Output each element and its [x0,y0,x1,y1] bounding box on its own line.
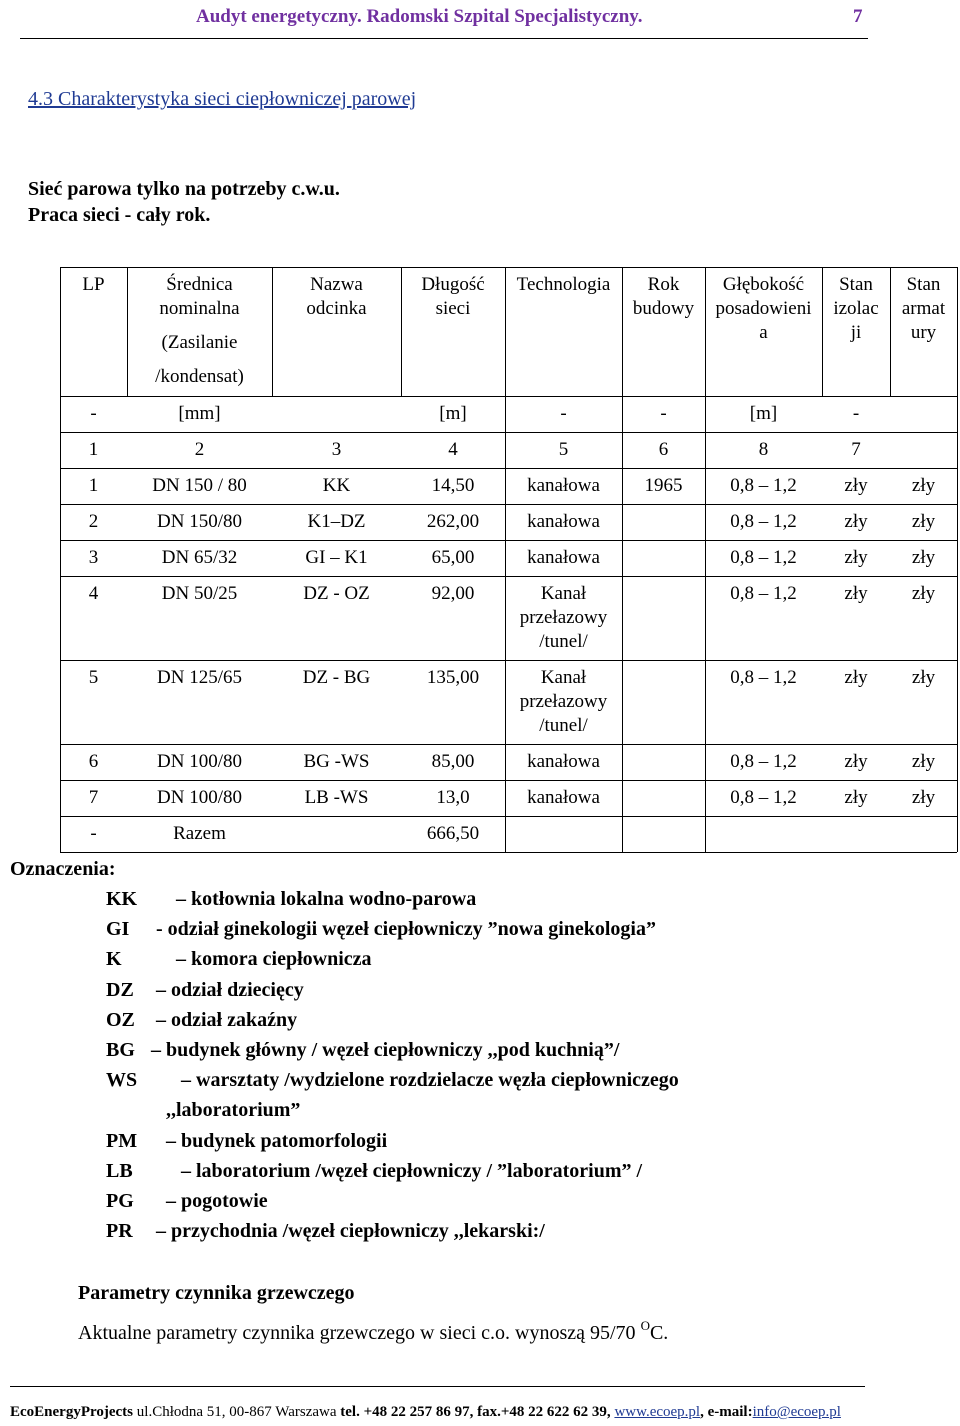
row-lp-cell: 7 [88,787,99,808]
row-izol-cell: zły [844,751,868,772]
legend-abbr: K [106,948,122,971]
legend-description: – budynek patomorfologii [166,1129,388,1152]
row-year-cell: 1965 [644,475,683,496]
row-arm-cell: zły [911,547,936,568]
table-rule [60,816,957,817]
header-izolacji-line: ji [850,322,862,343]
row-dn-cell: DN 65/32 [161,547,238,568]
row-name-cell: K1–DZ [307,511,366,532]
row-tech-line: /tunel/ [539,715,588,736]
degree-superscript: O [640,1318,650,1333]
parameters-heading: Parametry czynnika grzewczego [78,1282,355,1304]
row-tech-line: przełazowy [519,691,608,712]
units-cell: [m] [439,403,467,424]
legend-description: – odział zakaźny [156,1008,298,1031]
legend-abbr: DZ [106,978,134,1001]
header-srednica-line: nominalna [159,298,240,319]
row-tech-line: Kanał [540,667,587,688]
legend-description: – komora ciepłownicza [176,948,372,971]
header-srednica-line: Średnica [166,274,233,295]
table-rule [60,852,957,853]
row-name-cell: DZ - BG [302,667,371,688]
header-izolacji-line: izolac [833,298,879,319]
page-number: 7 [853,6,863,27]
legend-description: – odział dziecięcy [156,978,304,1001]
header-rok [622,273,705,321]
units-cell: [m] [749,403,778,424]
row-name-cell: LB -WS [304,787,369,808]
table-rule [60,780,957,781]
row-len-cell: 14,50 [431,475,475,496]
header-armatury-line: armat [901,298,946,319]
row-izol-cell: zły [844,787,868,808]
header-technologia-line: Technologia [516,274,611,295]
row-dn-cell: DN 125/65 [157,667,242,688]
numbers-cell: 3 [331,439,342,460]
header-dlugosc [401,273,505,321]
header-armatury-line: Stan [906,274,941,295]
legend-abbr: LB [106,1159,133,1182]
table-rule [60,540,957,541]
row-dn-cell: DN 50/25 [161,583,238,604]
row-arm-cell: zły [911,667,936,688]
row-lp-cell: 2 [88,511,99,532]
row-lp-cell: 1 [88,475,99,496]
legend-description: – kotłownia lokalna wodno-parowa [176,888,477,910]
header-rok-line: budowy [632,298,695,319]
total-label-cell: Razem [173,823,226,844]
header-glebokosc-line: a [759,322,768,343]
units-cell: - [560,403,567,424]
table-rule [60,504,957,505]
section-title: 4.3 Charakterystyka sieci ciepłowniczej parowej [28,88,417,110]
legend-description: - odział ginekologii węzeł ciepłowniczy ”nowa ginekologia” [156,918,656,941]
row-name-cell: BG -WS [303,751,370,772]
legend-description: – laboratorium /węzeł ciepłowniczy / ”laboratorium” / [181,1159,643,1182]
legend-abbr: WS [106,1069,138,1092]
header-armatury [890,273,957,345]
table-col-rule [705,396,706,852]
row-tech-cell [505,582,622,654]
row-izol-cell: zły [844,667,868,688]
legend-abbr: PM [106,1129,138,1152]
row-izol-cell: zły [844,547,868,568]
legend-description: – pogotowie [166,1190,268,1212]
row-arm-cell: zły [911,751,936,772]
footer-email-label: , e-mail: [700,1404,753,1420]
row-name-cell: KK [322,475,351,496]
row-izol-cell: zły [844,511,868,532]
row-lp-cell: 4 [88,583,99,604]
row-tech-line: przełazowy [519,607,608,628]
row-tech-cell [505,546,622,570]
header-rok-line: Rok [647,274,680,295]
row-izol-cell: zły [844,475,868,496]
row-tech-line: Kanał [540,583,587,604]
numbers-cell: 7 [851,439,861,460]
row-len-cell: 135,00 [426,667,480,688]
footer-company: EcoEnergyProjects [10,1404,134,1420]
row-tech-line: kanałowa [527,475,600,496]
numbers-cell: 5 [558,439,569,460]
legend-abbr: PG [106,1190,134,1212]
table-col-rule [622,396,623,852]
legend-description: – warsztaty /wydzielone rozdzielacze węzła ciepłowniczego [181,1069,679,1092]
row-depth-cell: 0,8 – 1,2 [730,583,797,604]
table-col-rule [957,396,958,852]
row-tech-line: kanałowa [527,547,600,568]
row-lp-cell: 6 [88,751,99,772]
row-depth-cell: 0,8 – 1,2 [730,511,797,532]
header-srednica-line: (Zasilanie [161,332,238,353]
table-col-rule [60,396,61,852]
header-glebokosc-line: Głębokość [722,274,805,295]
table-rule [60,744,957,745]
header-glebokosc-line: posadowieni [715,298,812,319]
row-tech-line: /tunel/ [539,631,588,652]
total-len-cell: 666,50 [426,823,480,844]
row-tech-line: kanałowa [527,751,600,772]
legend-description: ,,laboratorium” [166,1099,301,1122]
row-lp-cell: 5 [88,667,99,688]
legend-abbr: KK [106,888,138,910]
row-tech-line: kanałowa [527,787,600,808]
row-len-cell: 92,00 [431,583,475,604]
legend-title: Oznaczenia: [10,858,116,880]
header-nazwa-line: odcinka [306,298,367,319]
header-nazwa-line: Nazwa [310,274,363,295]
row-len-cell: 65,00 [431,547,475,568]
row-dn-cell: DN 100/80 [157,787,242,808]
table-rule [60,396,957,397]
row-depth-cell: 0,8 – 1,2 [730,475,797,496]
row-depth-cell: 0,8 – 1,2 [730,547,797,568]
units-cell: - [660,403,667,424]
footer-email-link[interactable]: info@ecoep.pl [752,1404,841,1420]
total-lp-cell: - [90,823,97,844]
table-rule [60,660,957,661]
row-arm-cell: zły [911,475,936,496]
row-tech-cell [505,474,622,498]
header-lp-line: LP [82,274,105,295]
parameters-text [78,1318,669,1345]
row-tech-cell [505,510,622,534]
legend-description: – budynek główny / węzeł ciepłowniczy ,,pod kuchnią”/ [151,1039,620,1061]
row-dn-cell: DN 100/80 [157,751,242,772]
legend-abbr: BG [106,1039,135,1061]
row-len-cell: 13,0 [436,787,470,808]
header-glebokosc [705,273,822,345]
header-izolacji [822,273,890,345]
row-len-cell: 85,00 [431,751,475,772]
footer-website-link[interactable]: www.ecoep.pl [614,1404,701,1420]
header-dlugosc-line: sieci [435,298,471,319]
row-len-cell: 262,00 [426,511,480,532]
running-header-title: Audyt energetyczny. Radomski Szpital Specjalistyczny. [196,6,643,27]
footer-phone: tel. +48 22 257 86 97, fax.+48 22 622 62 39, [340,1404,615,1420]
row-arm-cell: zły [911,787,936,808]
header-technologia [505,273,622,297]
row-lp-cell: 3 [88,547,99,568]
network-scope-line: Sieć parowa tylko na potrzeby c.w.u. [28,178,340,200]
row-arm-cell: zły [911,583,936,604]
table-col-rule [957,267,958,396]
row-depth-cell: 0,8 – 1,2 [730,787,797,808]
units-cell: - [852,403,860,424]
numbers-cell: 1 [88,439,99,460]
row-depth-cell: 0,8 – 1,2 [730,751,797,772]
row-izol-cell: zły [844,583,868,604]
header-srednica-line: /kondensat) [155,366,244,387]
header-armatury-line: ury [910,322,937,343]
header-lp [60,273,127,297]
numbers-cell: 6 [658,439,669,460]
parameters-text-unit: C. [649,1322,669,1344]
row-name-cell: GI – K1 [305,547,368,568]
footer-divider [10,1386,865,1387]
row-tech-cell [505,750,622,774]
header-izolacji-line: Stan [839,274,873,295]
legend-abbr: GI [106,918,130,941]
header-nazwa [272,273,401,321]
row-tech-line: kanałowa [527,511,600,532]
row-dn-cell: DN 150/80 [157,511,242,532]
units-cell: [mm] [178,403,221,424]
legend-description: – przychodnia /węzeł ciepłowniczy ,,lekarski:/ [156,1220,545,1243]
legend-abbr: OZ [106,1008,135,1031]
row-tech-cell [505,786,622,810]
network-operation-line: Praca sieci - cały rok. [28,204,211,226]
table-rule [60,468,957,469]
numbers-cell: 4 [448,439,458,460]
row-dn-cell: DN 150 / 80 [152,475,247,496]
numbers-cell: 2 [194,439,205,460]
row-arm-cell: zły [911,511,936,532]
table-rule [60,576,957,577]
legend-abbr: PR [106,1220,133,1243]
row-name-cell: DZ - OZ [303,583,370,604]
footer [10,1404,841,1421]
table-rule [60,432,957,433]
units-cell: - [90,403,97,424]
header-dlugosc-line: Długość [421,274,485,295]
numbers-cell: 8 [758,439,769,460]
parameters-text-main: Aktualne parametry czynnika grzewczego w sieci c.o. wynoszą 95/70 [78,1322,641,1344]
footer-address: ul.Chłodna 51, 00-867 Warszawa [133,1404,341,1420]
row-tech-cell [505,666,622,738]
header-srednica [127,273,272,389]
row-depth-cell: 0,8 – 1,2 [730,667,797,688]
